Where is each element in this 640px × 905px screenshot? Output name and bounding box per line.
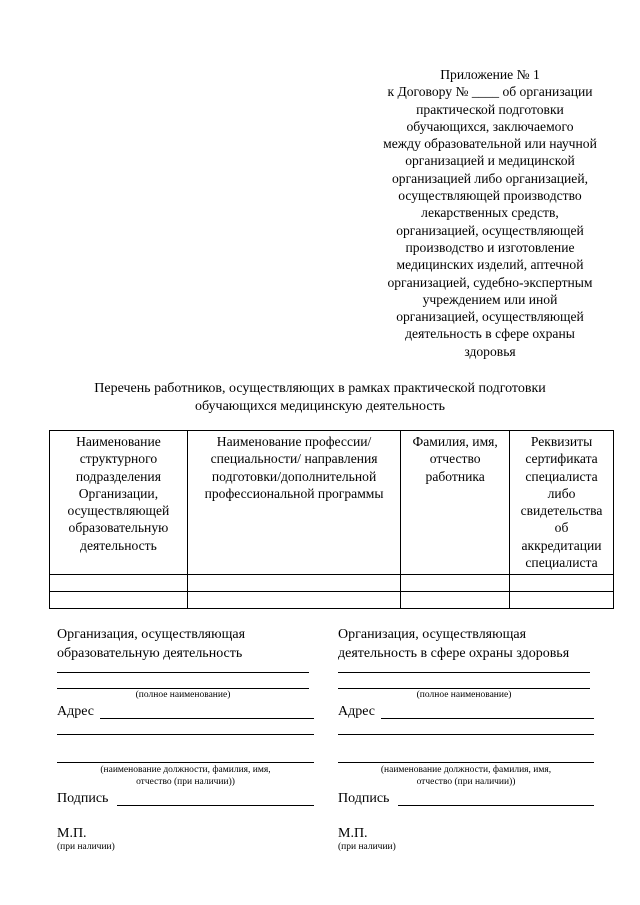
right-position-caption xyxy=(338,764,594,788)
table-cell[interactable] xyxy=(510,592,614,609)
right-address-line[interactable] xyxy=(381,718,594,719)
appendix-line: организацией либо организацией, xyxy=(392,170,588,186)
left-position-line[interactable] xyxy=(57,762,314,763)
left-address-line-2[interactable] xyxy=(57,734,314,735)
list-title xyxy=(40,380,600,416)
left-address-line[interactable] xyxy=(100,718,314,719)
right-stamp-caption: (при наличии) xyxy=(338,842,396,852)
staff-table xyxy=(49,430,614,609)
appendix-line: обучающихся, заключаемого xyxy=(406,118,574,134)
left-full-name-caption: (полное наименование) xyxy=(135,690,231,700)
appendix-line: между образовательной или научной xyxy=(383,136,597,152)
left-org-line-2: образовательную деятельность xyxy=(57,646,243,661)
list-title-line-1: Перечень работников, осуществляющих в рамках практической подготовки xyxy=(94,381,546,396)
appendix-line: Приложение № 1 xyxy=(440,67,540,82)
appendix-line: медицинских изделий, аптечной xyxy=(396,257,584,273)
right-position-line[interactable] xyxy=(338,762,594,763)
appendix-line: лекарственных средств, xyxy=(421,205,559,221)
table-cell[interactable] xyxy=(50,592,188,609)
right-org-heading xyxy=(338,625,594,663)
appendix-line: организацией, осуществляющей xyxy=(396,309,584,325)
right-signature-line[interactable] xyxy=(398,805,594,806)
appendix-line: осуществляющей производство xyxy=(398,188,582,204)
appendix-line: к Договору № ____ об организации xyxy=(387,84,593,100)
left-position-caption-line-1: (наименование должности, фамилия, имя, xyxy=(100,765,271,775)
appendix-line: учреждением или иной xyxy=(422,291,558,307)
left-stamp-label: М.П. xyxy=(57,826,87,841)
appendix-line: производство и изготовление xyxy=(405,239,575,255)
left-address-label: Адрес xyxy=(57,704,95,719)
table-cell[interactable] xyxy=(50,575,188,592)
left-org-heading xyxy=(57,625,315,663)
header-employee-name: Фамилия, имя, отчество работника xyxy=(401,431,510,575)
right-full-name-caption: (полное наименование) xyxy=(416,690,512,700)
right-stamp-label: М.П. xyxy=(338,826,368,841)
right-org-line-1: Организация, осуществляющая xyxy=(338,627,527,642)
appendix-header xyxy=(340,66,640,360)
right-address-label: Адрес xyxy=(338,704,376,719)
right-address-line-2[interactable] xyxy=(338,734,594,735)
right-org-line-2: деятельность в сфере охраны здоровья xyxy=(338,646,570,661)
appendix-line: деятельность в сфере охраны xyxy=(405,326,575,342)
left-signature-line[interactable] xyxy=(117,805,314,806)
header-profession: Наименование профессии/специальности/ направления подготовки/дополнительной профессиональной программы xyxy=(187,431,400,575)
appendix-line: здоровья xyxy=(464,343,516,359)
table-cell[interactable] xyxy=(187,592,400,609)
table-row xyxy=(50,575,614,592)
left-stamp-caption: (при наличии) xyxy=(57,842,115,852)
left-position-caption xyxy=(57,764,314,788)
left-org-line-1: Организация, осуществляющая xyxy=(57,627,246,642)
table-cell[interactable] xyxy=(401,592,510,609)
left-signature-label: Подпись xyxy=(57,791,109,806)
table-cell[interactable] xyxy=(401,575,510,592)
appendix-line: организацией и медицинской xyxy=(405,153,575,169)
appendix-line: практической подготовки xyxy=(416,101,564,117)
left-org-name-line-1[interactable] xyxy=(57,672,309,673)
right-org-name-line-1[interactable] xyxy=(338,672,590,673)
table-row xyxy=(50,592,614,609)
appendix-line: организацией, судебно-экспертным xyxy=(387,274,593,290)
left-position-caption-line-2: отчество (при наличии)) xyxy=(136,777,235,787)
header-certificate: Реквизиты сертификата специалиста либо свидетельства об аккредитации специалиста xyxy=(510,431,614,575)
table-header-row xyxy=(50,431,614,575)
right-position-caption-line-2: отчество (при наличии)) xyxy=(416,777,516,787)
list-title-line-2: обучающихся медицинскую деятельность xyxy=(194,399,446,414)
header-subdivision: Наименование структурного подразделения Организации, осуществляющей образовательную деятельность xyxy=(50,431,188,575)
right-position-caption-line-1: (наименование должности, фамилия, имя, xyxy=(380,765,552,775)
appendix-line: организацией, осуществляющей xyxy=(396,222,584,238)
right-signature-label: Подпись xyxy=(338,791,390,806)
table-cell[interactable] xyxy=(187,575,400,592)
table-cell[interactable] xyxy=(510,575,614,592)
